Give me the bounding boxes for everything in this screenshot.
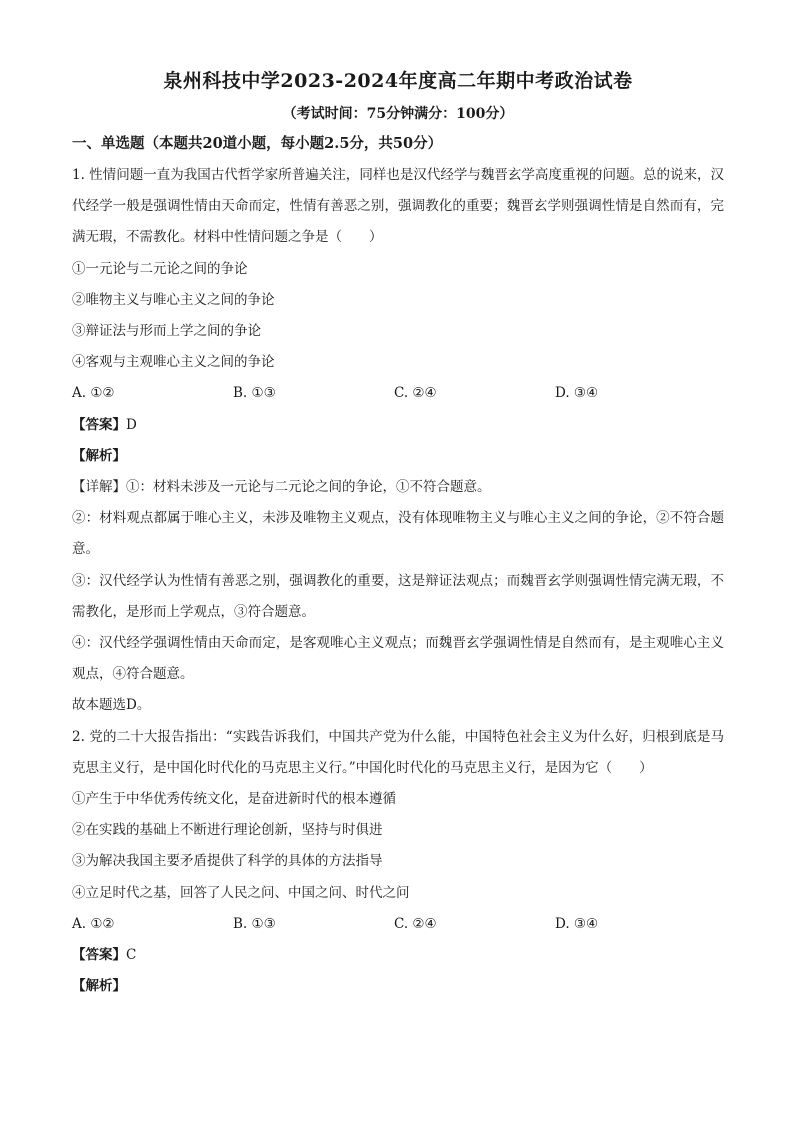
question-1-detail-3: ③：汉代经学认为性情有善恶之别，强调教化的重要，这是辩证法观点；而魏晋玄学则强调性情完满无瑕，不需教化，是形而上学观点，③符合题意。 — [72, 572, 724, 620]
question-2-answer — [72, 940, 724, 971]
question-1-stem: 1. 性情问题一直为我国古代哲学家所普遍关注，同样也是汉代经学与魏晋玄学高度重视的问题。总的说来，汉代经学一般是强调性情由天命而定，性情有善恶之别，强调教化的重要；魏晋玄学则强调性情是自然而有，完满无瑕，不需教化。材料中性情问题之争是（ ） — [72, 167, 724, 246]
exam-subtitle: （考试时间：75分钟满分：100分） — [282, 106, 514, 122]
question-2-analysis-label: 【解析】 — [72, 978, 126, 995]
question-2-option-a: A. ①② — [72, 915, 115, 932]
answer-value: D — [126, 416, 137, 433]
question-1-item-3: ③辩证法与形而上学之间的争论 — [72, 323, 261, 340]
answer-value: C — [126, 947, 137, 964]
question-1-option-c: C. ②④ — [394, 385, 437, 402]
question-1-option-d: D. ③④ — [555, 385, 599, 402]
question-1-option-b: B. ①③ — [233, 385, 276, 402]
question-1 — [72, 160, 724, 722]
question-1-item-1: ①一元论与二元论之间的争论 — [72, 260, 248, 277]
detail-label: 【详解】 — [72, 479, 126, 496]
question-1-analysis-label: 【解析】 — [72, 447, 126, 464]
question-1-answer — [72, 410, 724, 441]
question-2-item-4: ④立足时代之基，回答了人民之问、中国之问、时代之问 — [72, 884, 410, 901]
question-2-item-2: ②在实践的基础上不断进行理论创新，坚持与时俱进 — [72, 822, 383, 839]
question-1-item-2: ②唯物主义与唯心主义之间的争论 — [72, 291, 275, 308]
answer-label: 【答案】 — [72, 416, 126, 433]
answer-label: 【答案】 — [72, 947, 126, 964]
question-1-option-a: A. ①② — [72, 385, 115, 402]
exam-title: 泉州科技中学2023-2024年度高二年期中考政治试卷 — [163, 70, 633, 92]
question-2-item-3: ③为解决我国主要矛盾提供了科学的具体的方法指导 — [72, 853, 383, 870]
question-1-item-4: ④客观与主观唯心主义之间的争论 — [72, 354, 275, 371]
question-2 — [72, 722, 724, 1003]
question-2-option-c: C. ②④ — [394, 915, 437, 932]
question-1-detail-2: ②：材料观点都属于唯心主义，未涉及唯物主义观点，没有体现唯物主义与唯心主义之间的争论，②不符合题意。 — [72, 510, 724, 558]
question-1-detail-4: ④：汉代经学强调性情由天命而定，是客观唯心主义观点；而魏晋玄学强调性情是自然而有，是主观唯心主义观点，④符合题意。 — [72, 635, 724, 683]
question-2-options — [72, 909, 724, 940]
section-heading: 一、单选题（本题共20道小题，每小题2.5分，共50分） — [72, 135, 443, 152]
question-2-option-d: D. ③④ — [555, 915, 599, 932]
question-1-conclusion: 故本题选D。 — [72, 697, 151, 714]
question-2-option-b: B. ①③ — [233, 915, 276, 932]
question-2-item-1: ①产生于中华优秀传统文化，是奋进新时代的根本遵循 — [72, 791, 396, 808]
question-2-stem: 2. 党的二十大报告指出：“实践告诉我们，中国共产党为什么能，中国特色社会主义为什么好，归根到底是马克思主义行，是中国化时代化的马克思主义行。”中国化时代化的马克思主义行，是因为它（ ） — [72, 728, 724, 776]
question-1-detail-1: 【详解】①：材料未涉及一元论与二元论之间的争论，①不符合题意。 — [72, 479, 491, 496]
question-1-options — [72, 378, 724, 409]
